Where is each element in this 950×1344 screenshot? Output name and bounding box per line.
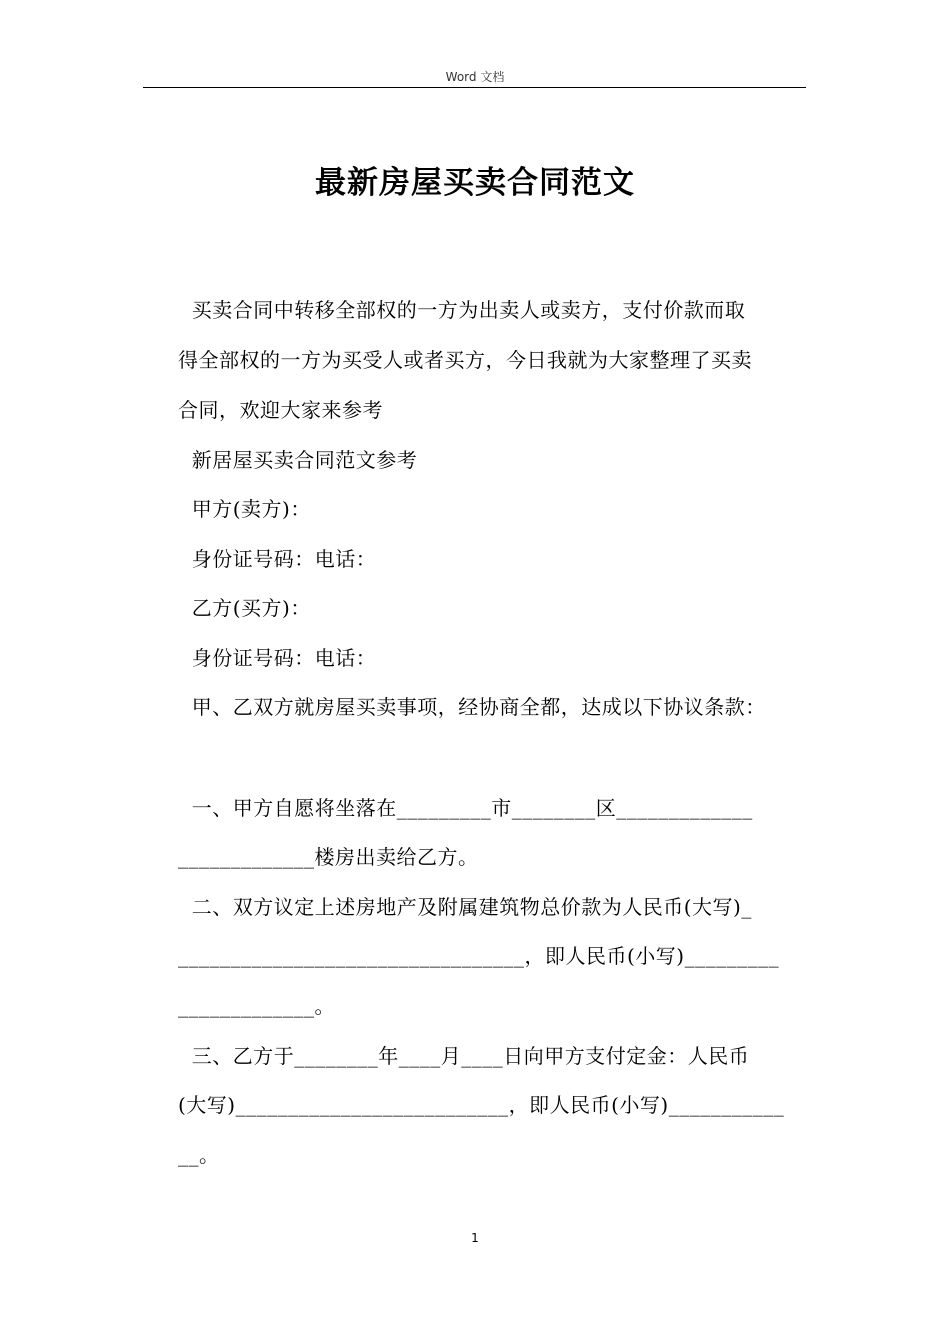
paragraph-line: 合同，欢迎大家来参考 (178, 398, 383, 422)
paragraph-line: _________________________________，即人民币(小写)_________ (178, 944, 780, 968)
page-number: 1 (471, 1231, 479, 1245)
document-title: 最新房屋买卖合同范文 (315, 165, 635, 201)
paragraph-line: _____________。 (178, 994, 335, 1018)
paragraph-line: _____________楼房出卖给乙方。 (178, 845, 479, 869)
paragraph-line: 一、甲方自愿将坐落在_________市________区_____________ (178, 796, 753, 820)
paragraph-line: __。 (178, 1143, 220, 1167)
paragraph-line: (大写)__________________________，即人民币(小写)___________ (178, 1093, 785, 1117)
paragraph-line: 二、双方议定上述房地产及附属建筑物总价款为人民币(大写)_ (178, 895, 752, 919)
paragraph-line: 得全部权的一方为买受人或者买方，今日我就为大家整理了买卖 (178, 348, 752, 372)
paragraph-line: 新居屋买卖合同范文参考 (178, 448, 418, 472)
paragraph-line: 乙方(买方)： (178, 596, 311, 620)
paragraph-line: 甲、乙双方就房屋买卖事项，经协商全都，达成以下协议条款： (178, 695, 766, 719)
page-header: Word 文档 (445, 70, 505, 84)
paragraph-line: 甲方(卖方)： (178, 497, 311, 521)
paragraph-line: 买卖合同中转移全部权的一方为出卖人或卖方，支付价款而取 (178, 298, 746, 322)
paragraph-line: 身份证号码：电话： (178, 547, 377, 571)
paragraph-line: 三、乙方于________年____月____日向甲方支付定金：人民币 (178, 1044, 750, 1068)
header-divider (143, 87, 806, 88)
paragraph-line: 身份证号码：电话： (178, 646, 377, 670)
